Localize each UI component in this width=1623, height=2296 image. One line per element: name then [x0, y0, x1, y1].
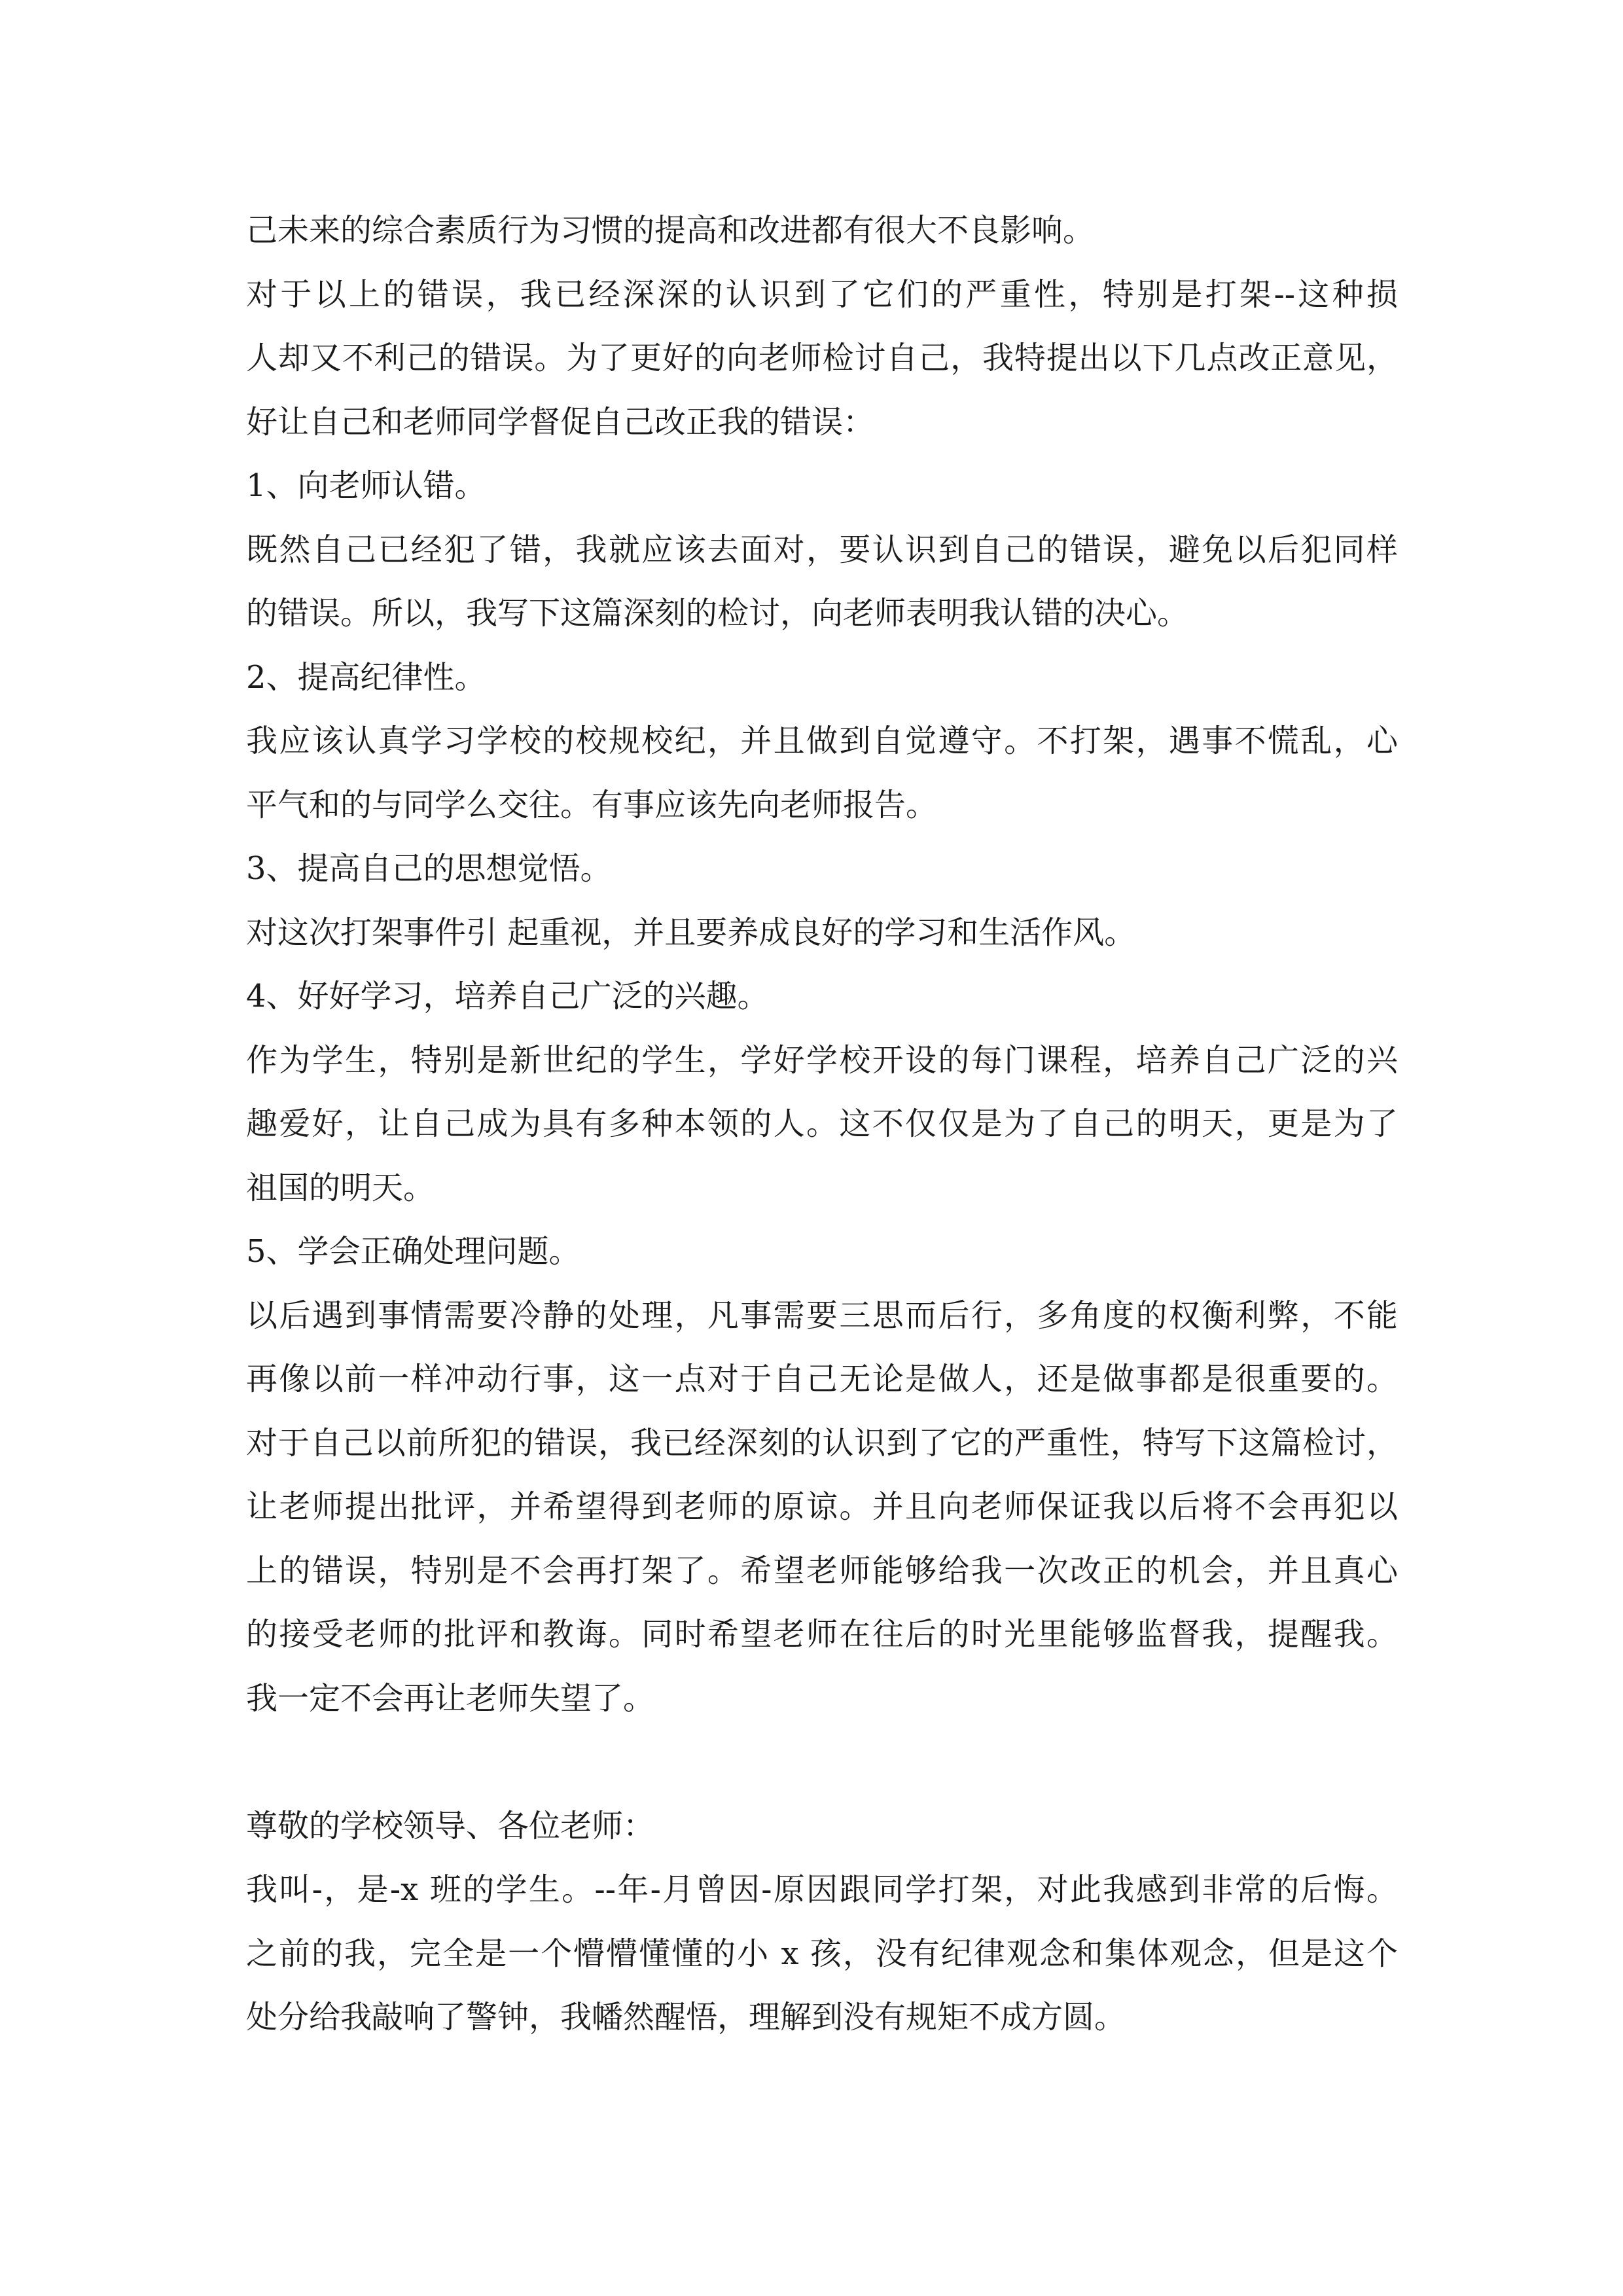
text-line: 祖国的明天。: [246, 1169, 435, 1206]
text-line: 对这次打架事件引 起重视，并且要养成良好的学习和生活作风。: [246, 914, 1136, 951]
list-item-heading: 2、提高纪律性。: [246, 658, 486, 696]
list-item-heading: 4、好好学习，培养自己广泛的兴趣。: [246, 978, 769, 1014]
text-line: 上的错误，特别是不会再打架了。希望老师能够给我一次改正的机会，并且真心: [246, 1552, 1398, 1589]
list-item-heading: 1、向老师认错。: [246, 467, 486, 504]
text-line: 我应该认真学习学校的校规校纪，并且做到自觉遵守。不打架，遇事不慌乱，心: [246, 723, 1398, 759]
text-line: 己未来的综合素质行为习惯的提高和改进都有很大不良影响。: [246, 212, 1095, 249]
text-line: 处分给我敲响了警钟，我幡然醒悟，理解到没有规矩不成方圆。: [246, 1999, 1126, 2036]
text-line: 趣爱好，让自己成为具有多种本领的人。这不仅仅是为了自己的明天，更是为了: [246, 1105, 1398, 1142]
text-line: 我叫-，是-x 班的学生。--年-月曾因-原因跟同学打架，对此我感到非常的后悔。: [246, 1871, 1398, 1908]
text-line: 让老师提出批评，并希望得到老师的原谅。并且向老师保证我以后将不会再犯以: [246, 1488, 1398, 1525]
text-line: 再像以前一样冲动行事，这一点对于自己无论是做人，还是做事都是很重要的。: [246, 1361, 1398, 1397]
text-line: 以后遇到事情需要冷静的处理，凡事需要三思而后行，多角度的权衡利弊，不能: [246, 1297, 1398, 1334]
text-line: 平气和的与同学么交往。有事应该先向老师报告。: [246, 786, 938, 823]
paragraph-gap: [246, 1731, 1398, 1795]
text-line: 的接受老师的批评和教诲。同时希望老师在往后的时光里能够监督我，提醒我。: [246, 1616, 1398, 1653]
text-line: 之前的我，完全是一个懵懵懂懂的小 x 孩，没有纪律观念和集体观念，但是这个: [246, 1935, 1398, 1972]
list-item-heading: 3、提高自己的思想觉悟。: [246, 850, 612, 887]
text-line: 我一定不会再让老师失望了。: [246, 1679, 655, 1717]
text-line: 作为学生，特别是新世纪的学生，学好学校开设的每门课程，培养自己广泛的兴: [246, 1041, 1398, 1079]
text-line: 人却又不利己的错误。为了更好的向老师检讨自己，我特提出以下几点改正意见，: [246, 340, 1398, 376]
text-line: 对于以上的错误，我已经深深的认识到了它们的严重性，特别是打架--这种损: [246, 276, 1398, 313]
salutation: 尊敬的学校领导、各位老师：: [246, 1807, 655, 1844]
list-item-heading: 5、学会正确处理问题。: [246, 1233, 580, 1270]
text-line: 的错误。所以，我写下这篇深刻的检讨，向老师表明我认错的决心。: [246, 595, 1189, 632]
document-body: [246, 199, 1398, 2050]
text-line: 好让自己和老师同学督促自己改正我的错误：: [246, 403, 875, 440]
text-line: 对于自己以前所犯的错误，我已经深刻的认识到了它的严重性，特写下这篇检讨，: [246, 1424, 1398, 1462]
text-line: 既然自己已经犯了错，我就应该去面对，要认识到自己的错误，避免以后犯同样: [246, 531, 1398, 568]
